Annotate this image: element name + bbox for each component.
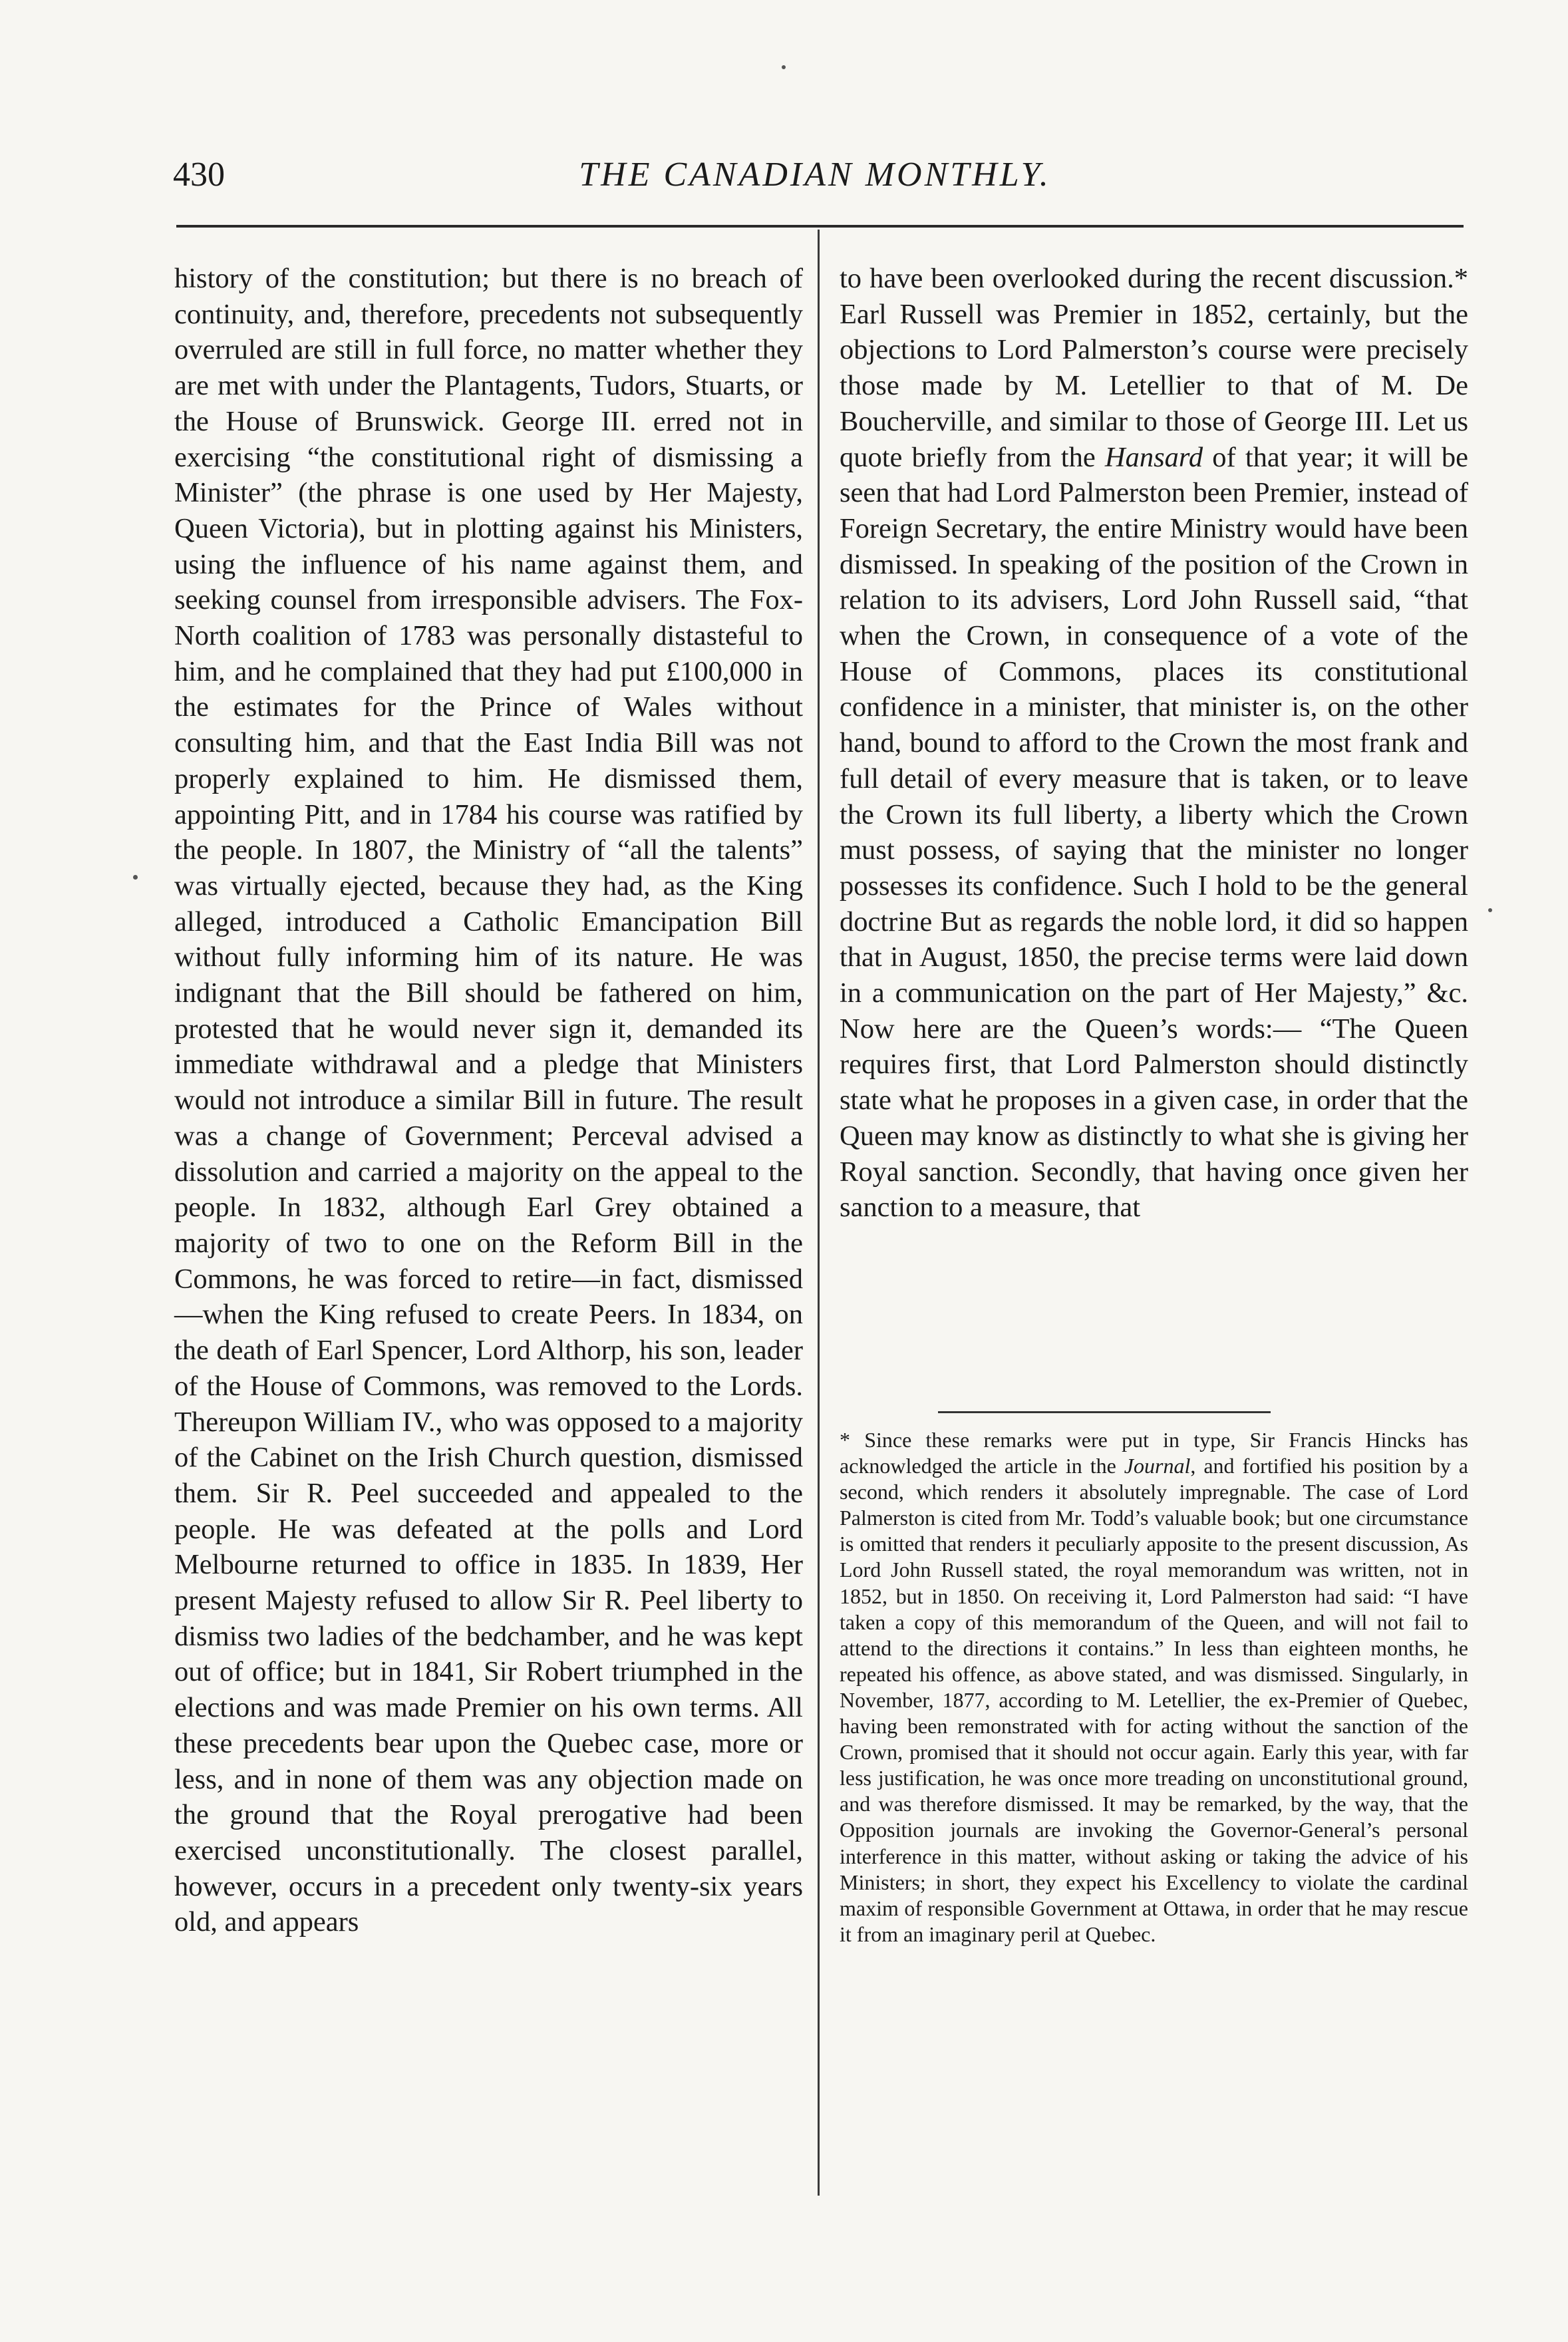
hansard-title: Hansard [1104, 441, 1203, 473]
left-column [174, 261, 803, 1940]
journal-title: Journal [1124, 1454, 1191, 1478]
running-title: THE CANADIAN MONTHLY. [579, 156, 1051, 194]
scan-speck [133, 875, 138, 880]
scan-speck [1488, 908, 1492, 912]
footnote-text [840, 1427, 1468, 1947]
page-number: 430 [173, 156, 225, 194]
footnote [840, 1427, 1468, 1947]
column-divider [818, 230, 820, 2196]
left-column-text: history of the constitution; but there is no breach of continuity, and, therefore, precedents not subsequently overruled are still in full force, no matter whether they are met with under the Plantagents, Tudors, Stuarts, or the House of Brunswick. George III. erred not in exercising “the constitutional right of dismissing a Minister” (the phrase is one used by Her Majesty, Queen Victoria), but in plotting against his Ministers, using the influence of his name against them, and seeking counsel from irresponsible advisers. The Fox-North coalition of 1783 was personally distasteful to him, and he complained that they had put £100,000 in the estimates for the Prince of Wales without consulting him, and that the East India Bill was not properly explained to him. He dismissed them, appointing Pitt, and in 1784 his course was ratified by the people. In 1807, the Ministry of “all the talents” was virtually ejected, because they had, as the King alleged, introduced a Catholic Emancipation Bill without fully informing him of its nature. He was indignant that the Bill should be fathered on him, protested that he would never sign it, demanded its immediate withdrawal and a pledge that Ministers would not introduce a similar Bill in future. The result was a change of Government; Perceval advised a dissolution and carried a majority on the appeal to the people. In 1832, although Earl Grey obtained a majority of two to one on the Reform Bill in the Commons, he was forced to retire—in fact, dismissed—when the King refused to create Peers. In 1834, on the death of Earl Spencer, Lord Althorp, his son, leader of the House of Commons, was removed to the Lords. Thereupon William IV., who was opposed to a majority of the Cabinet on the Irish Church question, dismissed them. Sir R. Peel succeeded and appealed to the people. He was defeated at the polls and Lord Melbourne returned to office in 1835. In 1839, Her present Majesty refused to allow Sir R. Peel liberty to dismiss two ladies of the bedchamber, and he was kept out of office; but in 1841, Sir Robert triumphed in the elections and was made Premier on his own terms. All these precedents bear upon the Quebec case, more or less, and in none of them was any objection made on the ground that the Royal prerogative had been exercised unconstitutionally. The closest parallel, however, occurs in a precedent only twenty-six years old, and appears [174, 263, 803, 1938]
page-header [166, 150, 1464, 203]
footnote-rule [938, 1411, 1271, 1413]
right-column [840, 261, 1468, 1226]
footnote-part1: * Since these remarks were put in type, Sir Francis Hincks has acknowledged the article in the [840, 1428, 1468, 1478]
footnote-part2: , and fortified his position by a second, which renders it absolutely impregnable. The case of Lord Palmerston is cited from Mr. Todd’s valuable book; but one circumstance is omitted that renders it peculiarly apposite to the present discussion, As Lord John Russell stated, the royal memorandum was written, not in 1852, but in 1850. On receiving it, Lord Palmerston had said: “I have taken a copy of this memorandum of the Queen, and will not fail to attend to the directions it contains.” In less than eighteen months, he repeated his offence, as above stated, and was dismissed. Singularly, in November, 1877, according to M. Letellier, the ex-Premier of Quebec, having been remonstrated with for acting without the sanction of the Crown, promised that it should not occur again. Early this year, with far less justification, he was once more treading on unconstitutional ground, and was therefore dismissed. It may be remarked, by the way, that the Opposition journals are invoking the Governor-General’s personal interference in this matter, without asking or taking the advice of his Ministers; in short, they expect his Excellency to violate the cardinal maxim of responsible Government at Ottawa, in order that he may rescue it from an imaginary peril at Quebec. [840, 1454, 1469, 1946]
header-rule [176, 225, 1464, 228]
right-column-text-part1: to have been overlooked during the recent discussion.* Earl Russell was Premier in 1852, certainly, but the objections to Lord Palmerston’s course were precisely those made by M. Letellier to that of M. De Boucherville, and similar to those of George III. Let us quote briefly from the [840, 263, 1468, 473]
right-column-text [840, 261, 1468, 1226]
right-column-text-part2: of that year; it will be seen that had Lord Palmerston been Premier, instead of Foreign Secretary, the entire Ministry would have been dismissed. In speaking of the position of the Crown in relation to its advisers, Lord John Russell said, “that when the Crown, in consequence of a vote of the House of Commons, places its constitutional confidence in a minister, that minister is, on the other hand, bound to afford to the Crown the most frank and full detail of every measure that is taken, or to leave the Crown its full liberty, a liberty which the Crown must possess, of saying that the minister no longer possesses its confidence. Such I hold to be the general doctrine But as regards the noble lord, it did so happen that in August, 1850, the precise terms were laid down in a communication on the part of Her Majesty,” &c. Now here are the Queen’s words:— “The Queen requires first, that Lord Palmerston should distinctly state what he proposes in a given case, in order that the Queen may know as distinctly to what she is giving her Royal sanction. Secondly, that having once given her sanction to a measure, that [840, 441, 1468, 1224]
scan-speck [782, 65, 786, 69]
